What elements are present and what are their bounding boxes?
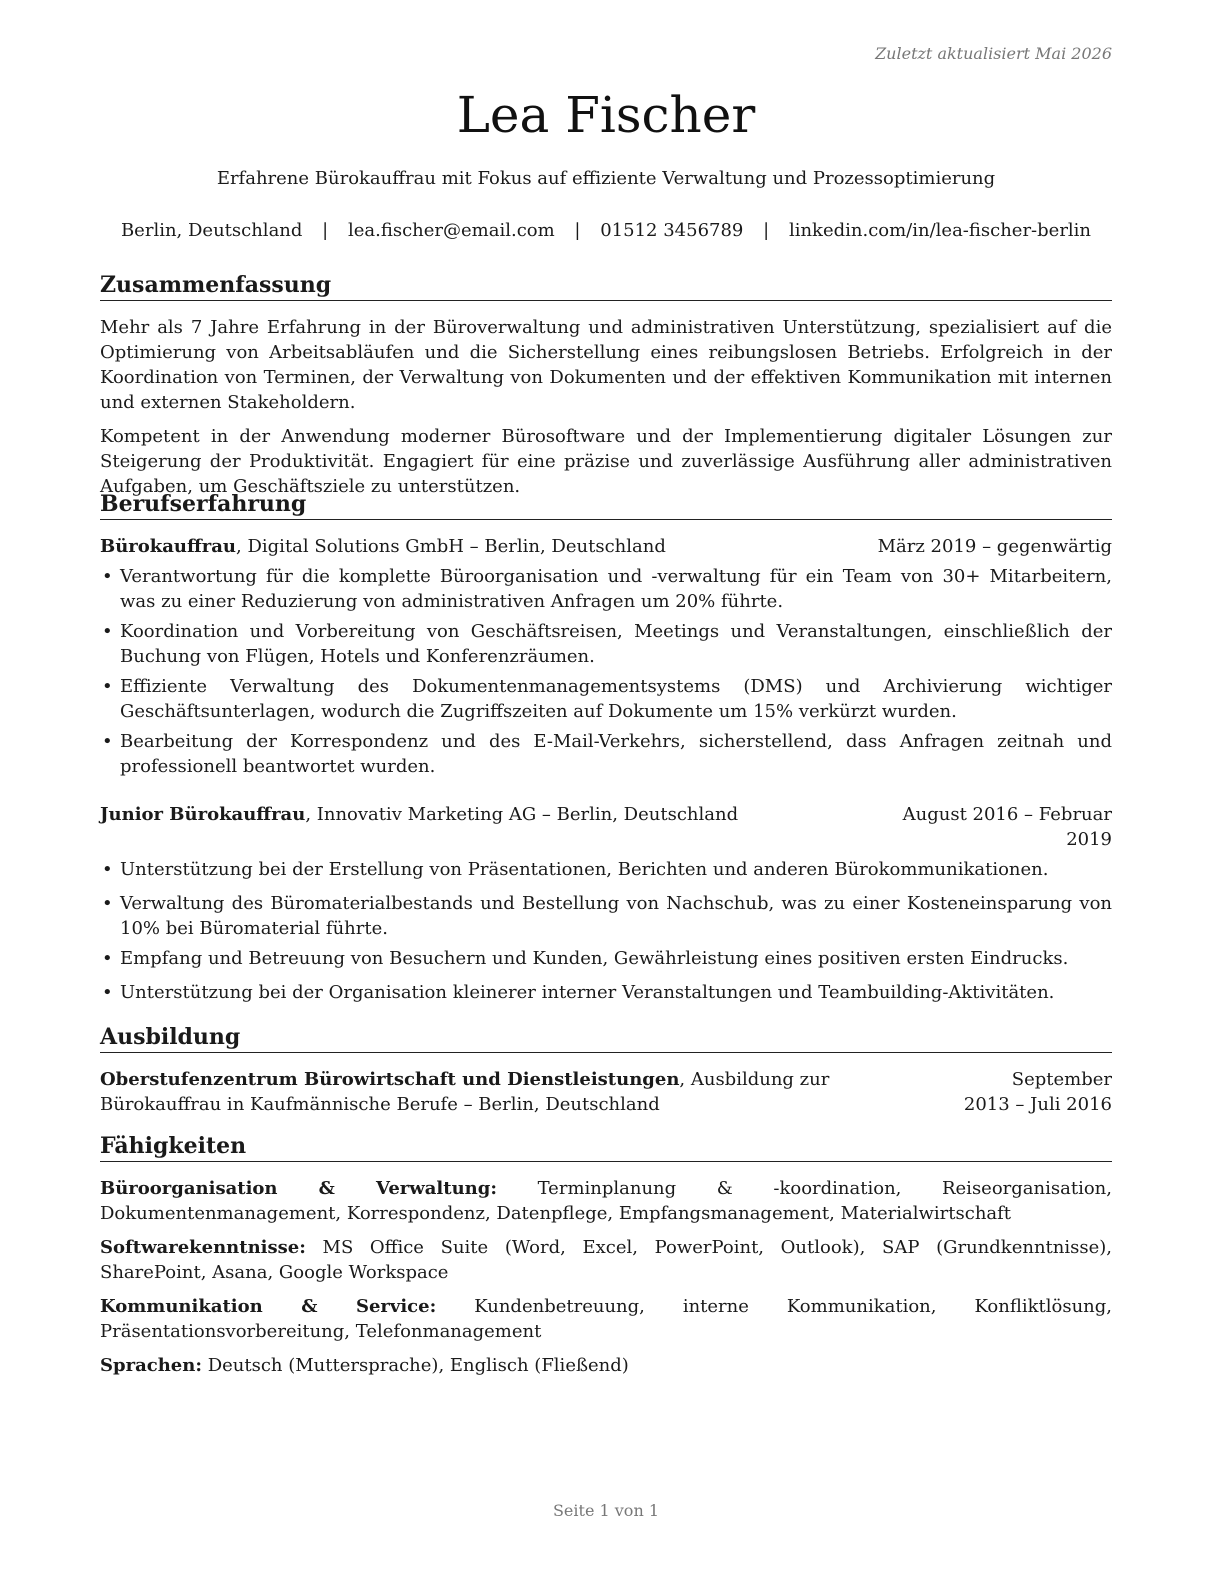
tagline: Erfahrene Bürokauffrau mit Fokus auf effiziente Verwaltung und Prozessoptimierung [216,168,996,189]
job-role [100,802,738,852]
job-header [100,534,1112,559]
contact-separator: | [763,220,770,241]
job-bullet: • Verantwortung für die komplette Büroorganisation und -verwaltung für ein Team von 30+ Mitarbeitern, was zu einer Reduzierung von administrativen Anfragen um 20% führte. [100,564,1112,614]
skill-label: Softwarekenntnisse: [100,1237,306,1258]
job-bullets [100,857,1112,1005]
skill-line [100,1235,1112,1285]
skill-line [100,1294,1112,1344]
candidate-name: Lea Fischer [456,86,756,144]
job-dates: August 2016 – Februar 2019 [902,804,1112,850]
summary-heading: Zusammenfassung [100,270,1112,301]
summary-paragraph: Mehr als 7 Jahre Erfahrung in der Büroverwaltung und administrativen Unterstützung, spezialisiert auf die Optimierung von Arbeitsabläufen und die Sicherstellung eines reibungslosen Betriebs. Erfolgreich in der Koordination von Terminen, der Verwaltung von Dokumenten und der effektiven Kommunikation mit internen und externen Stakeholdern. [100,317,1112,413]
education-detail [100,1067,900,1117]
skills-heading: Fähigkeiten [100,1131,1112,1162]
job-dates: März 2019 – gegenwärtig [877,536,1112,557]
summary-paragraph: Kompetent in der Anwendung moderner Bürosoftware und der Implementierung digitaler Lösungen zur Steigerung der Produktivität. Engagiert für eine präzise und zuverlässige Ausführung aller administrativen Aufgaben, um Geschäftsziele zu unterstützen. [100,426,1112,497]
job-bullet: • Empfang und Betreuung von Besuchern und Kunden, Gewährleistung eines positiven ersten Eindrucks. [100,946,1112,971]
skill-label: Büroorganisation & Verwaltung: [100,1178,497,1199]
job-bullet: • Koordination und Vorbereitung von Geschäftsreisen, Meetings und Veranstaltungen, einschließlich der Buchung von Flügen, Hotels und Konferenzräumen. [100,619,1112,669]
summary-section [100,270,1112,499]
job-header [100,802,1112,852]
job-title: Junior Bürokauffrau [100,804,306,825]
job-bullet: • Bearbeitung der Korrespondenz und des E-Mail-Verkehrs, sicherstellend, dass Anfragen zeitnah und professionell beantwortet wurden. [100,729,1112,779]
education-section [100,1022,1112,1117]
contact-email[interactable]: lea.fischer@email.com [347,220,555,241]
job-company: , Innovativ Marketing AG – Berlin, Deutschland [305,804,739,825]
skill-label: Sprachen: [100,1355,202,1376]
job-company: , Digital Solutions GmbH – Berlin, Deutschland [236,536,666,557]
education-heading: Ausbildung [100,1022,1112,1053]
job-bullet: • Effiziente Verwaltung des Dokumentenmanagementsystems (DMS) und Archivierung wichtiger Geschäftsunterlagen, wodurch die Zugriffszeiten auf Dokumente um 15% verkürzt wurden. [100,674,1112,724]
job-bullet: • Unterstützung bei der Erstellung von Präsentationen, Berichten und anderen Bürokommunikationen. [100,857,1112,882]
job-role [100,534,666,559]
education-school: Oberstufenzentrum Bürowirtschaft und Dienstleistungen [100,1069,680,1090]
job-entry [100,802,1112,1005]
job-entry [100,534,1112,779]
education-dates: September 2013 – Juli 2016 [963,1069,1112,1115]
experience-heading: Berufserfahrung [100,489,1112,520]
last-updated: Zuletzt aktualisiert Mai 2026 [875,44,1112,63]
job-bullet: • Unterstützung bei der Organisation kleinerer interner Veranstaltungen und Teambuilding-Aktivitäten. [100,980,1112,1005]
experience-section [100,489,1112,1005]
education-entry [100,1067,1112,1117]
skill-text: Terminplanung & -koordination, Reiseorganisation, Dokumentenmanagement, Korrespondenz, Datenpflege, Empfangsmanagement, Materialwirtschaft [100,1178,1112,1224]
skill-label: Kommunikation & Service: [100,1296,437,1317]
skills-section [100,1131,1112,1378]
skill-line [100,1353,1112,1378]
education-program: , Ausbildung zur Bürokauffrau in Kaufmännische Berufe – Berlin, Deutschland [100,1069,830,1115]
page-number: Seite 1 von 1 [552,1501,660,1520]
skill-text: Deutsch (Muttersprache), Englisch (Fließend) [201,1355,629,1376]
skill-text: MS Office Suite (Word, Excel, PowerPoint, Outlook), SAP (Grundkenntnisse), SharePoint, Asana, Google Workspace [100,1237,1112,1283]
job-title: Bürokauffrau [100,536,237,557]
contact-separator: | [574,220,581,241]
job-bullets [100,564,1112,779]
contact-line [100,220,1112,241]
contact-separator: | [322,220,329,241]
contact-location: Berlin, Deutschland [120,220,303,241]
contact-phone[interactable]: 01512 3456789 [600,220,744,241]
job-bullet: • Verwaltung des Büromaterialbestands und Bestellung von Nachschub, was zu einer Kosteneinsparung von 10% bei Büromaterial führte. [100,891,1112,941]
skill-text: Kundenbetreuung, interne Kommunikation, Konfliktlösung, Präsentationsvorbereitung, Telefonmanagement [100,1296,1112,1342]
contact-linkedin[interactable]: linkedin.com/in/lea-fischer-berlin [788,220,1092,241]
skill-line [100,1176,1112,1226]
resume-page [100,0,1112,1584]
